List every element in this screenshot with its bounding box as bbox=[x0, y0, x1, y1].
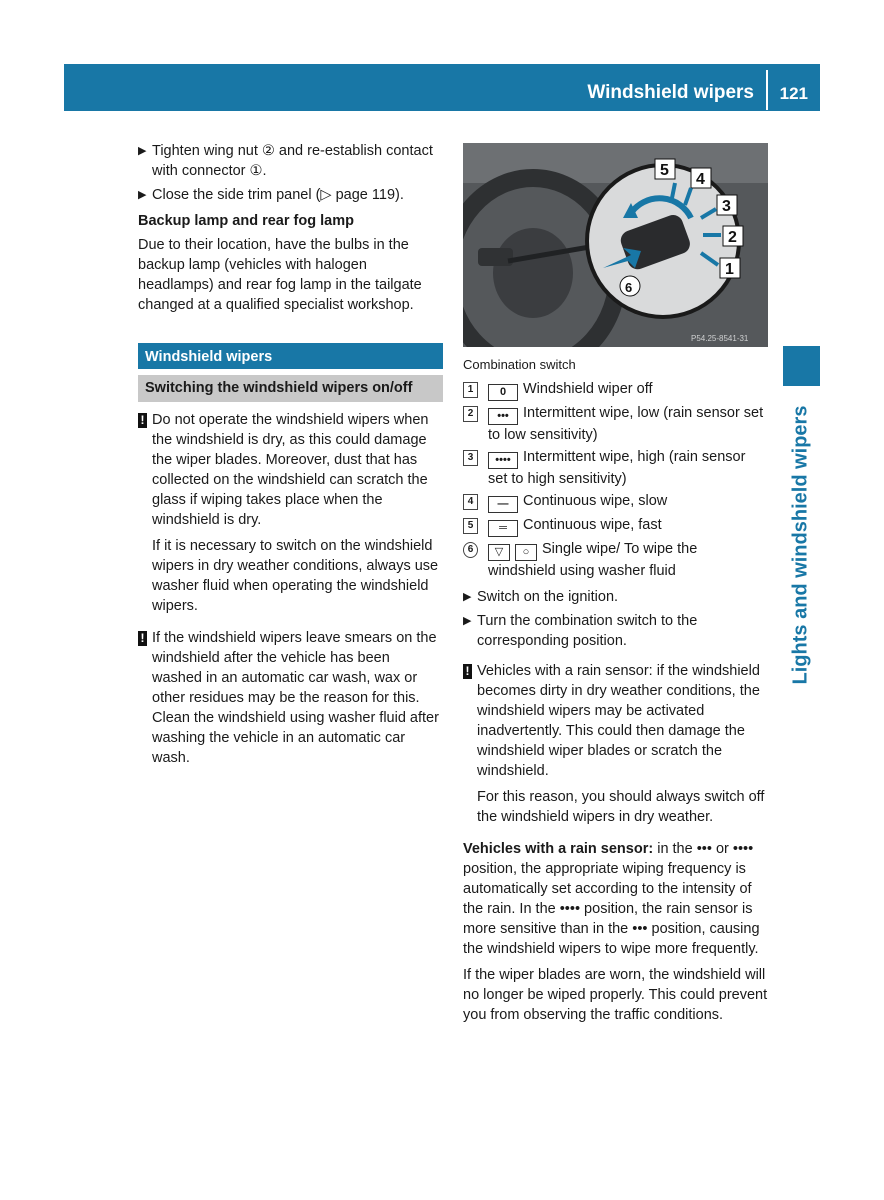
callout-2: 2 bbox=[728, 229, 737, 246]
washer-fluid-icon: ○ bbox=[515, 544, 537, 561]
legend-text: Single wipe/ To wipe the windshield using washer fluid bbox=[488, 541, 698, 579]
instruction-step bbox=[463, 587, 768, 607]
legend-item bbox=[463, 491, 768, 513]
warning-text: For this reason, you should always switch off the windshield wipers in dry weather. bbox=[477, 789, 765, 825]
callout-4: 4 bbox=[696, 171, 705, 188]
intermittent-high-symbol: •••• bbox=[488, 452, 518, 469]
warning-text: If it is necessary to switch on the windshield wipers in dry weather conditions, always use washer fluid when operating the windshield wipers. bbox=[152, 538, 439, 614]
callout-3: 3 bbox=[722, 198, 731, 215]
page-number: 121 bbox=[779, 84, 808, 103]
combination-switch-figure bbox=[463, 143, 768, 347]
callout-number: 6 bbox=[463, 542, 478, 558]
warning-text: Vehicles with a rain sensor: if the windshield becomes dirty in dry weather conditions, the windshield wipers may be activated inadvertently. This could then damage the windshield wiper blades or scratch the windshield. bbox=[477, 663, 760, 779]
instruction-step bbox=[138, 185, 443, 205]
step-text: Turn the combination switch to the corresponding position. bbox=[477, 613, 698, 649]
legend-item bbox=[463, 539, 768, 581]
callout-number: 3 bbox=[463, 450, 478, 466]
legend-text: Windshield wiper off bbox=[523, 381, 653, 397]
subsection-title: Switching the windshield wipers on/off bbox=[138, 375, 443, 402]
callout-number: 4 bbox=[463, 494, 478, 510]
backup-lamp-heading: Backup lamp and rear fog lamp bbox=[138, 213, 354, 229]
warning-icon: ! bbox=[138, 628, 152, 774]
warning-note bbox=[138, 628, 443, 774]
worn-blades-paragraph: If the wiper blades are worn, the windshield will no longer be wiped properly. This could prevent you from observing the traffic conditions. bbox=[463, 967, 768, 1023]
legend-item bbox=[463, 515, 768, 537]
warning-note bbox=[138, 410, 443, 622]
callout-1: 1 bbox=[725, 261, 734, 278]
step-text: Tighten wing nut ② and re-establish contact with connector ①. bbox=[152, 143, 433, 179]
right-column bbox=[463, 355, 768, 1031]
legend-text: Intermittent wipe, high (rain sensor set to high sensitivity) bbox=[488, 449, 746, 487]
legend-text: Continuous wipe, fast bbox=[523, 517, 662, 533]
instruction-step bbox=[138, 141, 443, 181]
wiper-off-symbol: 0 bbox=[488, 384, 518, 401]
callout-6: 6 bbox=[625, 280, 633, 295]
rain-sensor-lead: Vehicles with a rain sensor: bbox=[463, 841, 654, 857]
warning-text: Do not operate the windshield wipers when the windshield is dry, as this could damage the wiper blades. Moreover, dust that has collected on the windshield can scratch the glass if wiping takes place when the windshield is dry. bbox=[152, 412, 429, 528]
legend-text: Continuous wipe, slow bbox=[523, 493, 668, 509]
step-text: Close the side trim panel (▷ page 119). bbox=[152, 187, 404, 203]
steering-column-illustration bbox=[463, 143, 768, 347]
arrow-icon: ▶ bbox=[138, 145, 147, 157]
figure-code: P54.25-8541-31 bbox=[691, 334, 749, 343]
arrow-icon: ▶ bbox=[463, 615, 472, 627]
legend-text: Intermittent wipe, low (rain sensor set to low sensitivity) bbox=[488, 405, 764, 443]
callout-number: 5 bbox=[463, 518, 478, 534]
intermittent-low-symbol: ••• bbox=[488, 408, 518, 425]
figure-caption: Combination switch bbox=[463, 357, 576, 372]
arrow-icon: ▶ bbox=[463, 591, 472, 603]
continuous-fast-symbol: ═ bbox=[488, 520, 518, 537]
warning-note bbox=[463, 661, 768, 833]
header-divider bbox=[766, 70, 768, 110]
section-title: Windshield wipers bbox=[138, 343, 443, 369]
warning-icon: ! bbox=[463, 661, 477, 833]
backup-lamp-text: Due to their location, have the bulbs in the backup lamp (vehicles with halogen headlamps) and rear fog lamp in the tailgate changed at a qualified specialist workshop. bbox=[138, 237, 422, 313]
legend-item bbox=[463, 447, 768, 489]
chapter-tab bbox=[783, 346, 820, 386]
legend-item bbox=[463, 379, 768, 401]
callout-number: 2 bbox=[463, 406, 478, 422]
left-column bbox=[138, 141, 443, 780]
step-text: Switch on the ignition. bbox=[477, 589, 619, 605]
page-title: Windshield wipers bbox=[587, 82, 754, 103]
legend-item bbox=[463, 403, 768, 445]
rain-sensor-paragraph bbox=[463, 839, 768, 959]
arrow-icon: ▶ bbox=[138, 189, 147, 201]
continuous-slow-symbol: — bbox=[488, 496, 518, 513]
chapter-label: Lights and windshield wipers bbox=[789, 405, 812, 685]
warning-text: If the windshield wipers leave smears on the windshield after the vehicle has been washed in an automatic car wash, wax or other residues may be the reason for this. Clean the windshield using washer fluid after washing the vehicle in an automatic car wash. bbox=[152, 630, 439, 766]
page-header bbox=[64, 64, 820, 111]
callout-5: 5 bbox=[660, 162, 669, 179]
warning-icon: ! bbox=[138, 410, 152, 622]
instruction-step bbox=[463, 611, 768, 651]
rain-sensor-text: in the ••• or •••• position, the appropriate wiping frequency is automatically set according to the intensity of the rain. In the •••• position, the rain sensor is more sensitive than in the ••• position, causing the windshield wipers to wipe more frequently. bbox=[463, 841, 760, 957]
callout-number: 1 bbox=[463, 382, 478, 398]
single-wipe-icon: ▽ bbox=[488, 544, 510, 561]
